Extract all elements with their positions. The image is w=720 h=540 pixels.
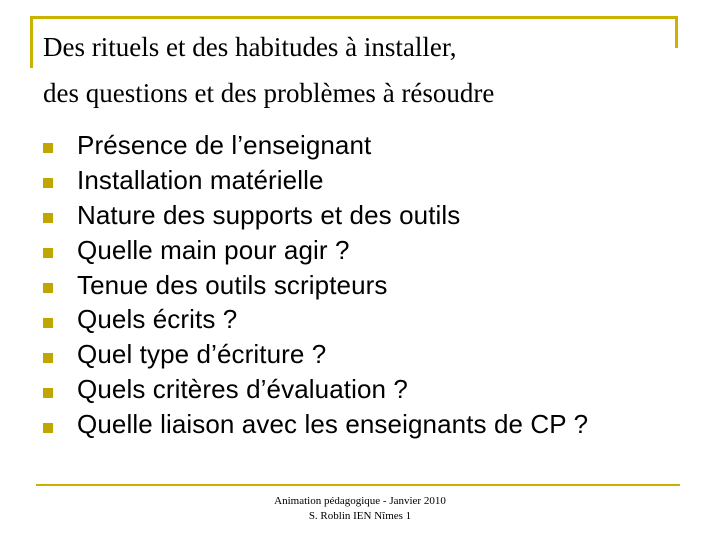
square-bullet-icon — [43, 388, 53, 398]
slide-title-line-1: Des rituels et des habitudes à installer, — [43, 32, 457, 62]
title-frame-top-rule — [30, 16, 678, 19]
bullet-text: Quels écrits ? — [77, 304, 238, 335]
square-bullet-icon — [43, 213, 53, 223]
list-item — [42, 337, 682, 372]
square-bullet-icon — [43, 318, 53, 328]
bullet-text: Quelle main pour agir ? — [77, 234, 350, 265]
title-frame-right-rule — [675, 16, 678, 48]
square-bullet-icon — [43, 423, 53, 433]
list-item — [42, 198, 682, 233]
square-bullet-icon — [43, 353, 53, 363]
list-item — [42, 302, 682, 337]
square-bullet-icon — [43, 248, 53, 258]
bullet-text: Installation matérielle — [77, 164, 324, 195]
bullet-text: Quel type d’écriture ? — [77, 339, 327, 370]
square-bullet-icon — [43, 143, 53, 153]
bullet-text: Quels critères d’évaluation ? — [77, 374, 408, 405]
title-frame-left-rule — [30, 16, 33, 68]
footer-line-1: Animation pédagogique - Janvier 2010 — [274, 495, 446, 507]
list-item — [42, 163, 682, 198]
list-item — [42, 233, 682, 268]
slide-title-line-2: des questions et des problèmes à résoudre — [43, 78, 495, 108]
list-item — [42, 128, 682, 163]
bullet-text: Tenue des outils scripteurs — [77, 269, 388, 300]
list-item — [42, 407, 682, 442]
footer-line-2: S. Roblin IEN Nîmes 1 — [308, 510, 412, 522]
slide-footer — [0, 494, 720, 524]
list-item — [42, 268, 682, 303]
slide-title — [43, 24, 673, 116]
square-bullet-icon — [43, 178, 53, 188]
list-item — [42, 372, 682, 407]
square-bullet-icon — [43, 283, 53, 293]
bullet-text: Nature des supports et des outils — [77, 199, 461, 230]
bullet-text: Présence de l’enseignant — [77, 129, 372, 160]
footer-rule — [36, 484, 680, 486]
bullet-text: Quelle liaison avec les enseignants de CP ? — [77, 409, 589, 440]
bullet-list — [42, 128, 682, 442]
